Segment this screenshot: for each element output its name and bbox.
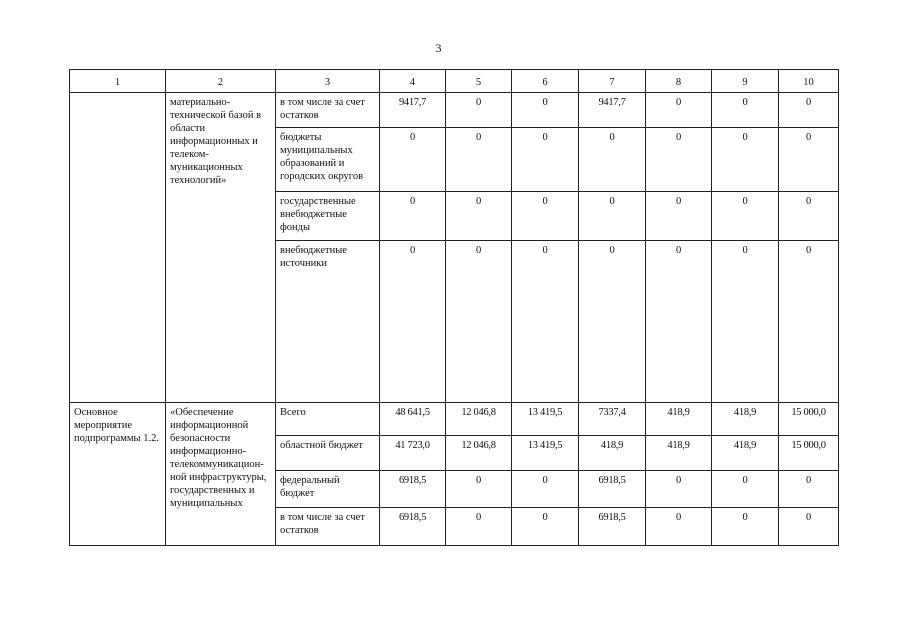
value-cell: 0: [512, 241, 579, 403]
value-cell: 15 000,0: [779, 403, 839, 436]
value-cell: 0: [646, 241, 712, 403]
value-cell: 418,9: [712, 436, 779, 471]
column-header: 4: [380, 70, 446, 93]
description-cell: «Обеспечение информационной безопасности информационно-телекоммуникацион-ной инфраструктуры, государственных и муниципальных: [166, 403, 276, 546]
value-cell: 418,9: [646, 403, 712, 436]
value-cell: 418,9: [646, 436, 712, 471]
value-cell: 6918,5: [579, 508, 646, 546]
value-cell: 0: [646, 508, 712, 546]
funding-source-cell: федеральный бюджет: [276, 471, 380, 508]
value-cell: 0: [779, 93, 839, 128]
funding-source-cell: в том числе за счет остатков: [276, 508, 380, 546]
value-cell: 418,9: [579, 436, 646, 471]
value-cell: 0: [380, 128, 446, 192]
value-cell: 6918,5: [380, 471, 446, 508]
value-cell: 0: [512, 471, 579, 508]
value-cell: 0: [512, 128, 579, 192]
value-cell: 0: [579, 241, 646, 403]
value-cell: 0: [646, 471, 712, 508]
value-cell: 0: [712, 93, 779, 128]
value-cell: 0: [712, 241, 779, 403]
column-header: 9: [712, 70, 779, 93]
value-cell: 12 046,8: [446, 436, 512, 471]
measure-name-cell: [70, 93, 166, 403]
table-row: [70, 403, 839, 436]
value-cell: 0: [446, 128, 512, 192]
value-cell: 0: [579, 128, 646, 192]
value-cell: 9417,7: [380, 93, 446, 128]
value-cell: 0: [712, 192, 779, 241]
funding-source-cell: государственные внебюджетные фонды: [276, 192, 380, 241]
value-cell: 0: [512, 93, 579, 128]
value-cell: 0: [646, 93, 712, 128]
value-cell: 13 419,5: [512, 403, 579, 436]
funding-source-cell: Всего: [276, 403, 380, 436]
column-header: 1: [70, 70, 166, 93]
value-cell: 0: [779, 192, 839, 241]
table-row: [70, 93, 839, 128]
column-header: 10: [779, 70, 839, 93]
value-cell: 0: [712, 508, 779, 546]
value-cell: 0: [446, 192, 512, 241]
value-cell: 0: [446, 471, 512, 508]
value-cell: 0: [380, 241, 446, 403]
value-cell: 0: [579, 192, 646, 241]
value-cell: 0: [446, 508, 512, 546]
description-cell: материально-технической базой в области информационных и телеком-муникационных технологий»: [166, 93, 276, 403]
value-cell: 41 723,0: [380, 436, 446, 471]
value-cell: 12 046,8: [446, 403, 512, 436]
column-header: 2: [166, 70, 276, 93]
column-header: 8: [646, 70, 712, 93]
value-cell: 0: [512, 508, 579, 546]
value-cell: 0: [712, 128, 779, 192]
funding-source-cell: областной бюджет: [276, 436, 380, 471]
value-cell: 0: [380, 192, 446, 241]
funding-source-cell: в том числе за счет остатков: [276, 93, 380, 128]
value-cell: 9417,7: [579, 93, 646, 128]
value-cell: 7337,4: [579, 403, 646, 436]
value-cell: 0: [712, 471, 779, 508]
measure-name-cell: Основное мероприятие подпрограммы 1.2.: [70, 403, 166, 546]
column-header: 3: [276, 70, 380, 93]
column-header: 7: [579, 70, 646, 93]
value-cell: 0: [646, 128, 712, 192]
value-cell: 15 000,0: [779, 436, 839, 471]
value-cell: 13 419,5: [512, 436, 579, 471]
value-cell: 0: [446, 93, 512, 128]
value-cell: 48 641,5: [380, 403, 446, 436]
page-number: 3: [435, 41, 442, 55]
value-cell: 6918,5: [579, 471, 646, 508]
value-cell: 0: [779, 508, 839, 546]
value-cell: 0: [446, 241, 512, 403]
value-cell: 0: [779, 241, 839, 403]
value-cell: 0: [779, 128, 839, 192]
value-cell: 0: [646, 192, 712, 241]
value-cell: 0: [779, 471, 839, 508]
value-cell: 0: [512, 192, 579, 241]
funding-source-cell: бюджеты муниципальных образований и городских округов: [276, 128, 380, 192]
budget-table: [69, 69, 839, 546]
value-cell: 6918,5: [380, 508, 446, 546]
column-header: 5: [446, 70, 512, 93]
value-cell: 418,9: [712, 403, 779, 436]
header-row: [70, 70, 839, 93]
funding-source-cell: внебюджетные источники: [276, 241, 380, 403]
column-header: 6: [512, 70, 579, 93]
